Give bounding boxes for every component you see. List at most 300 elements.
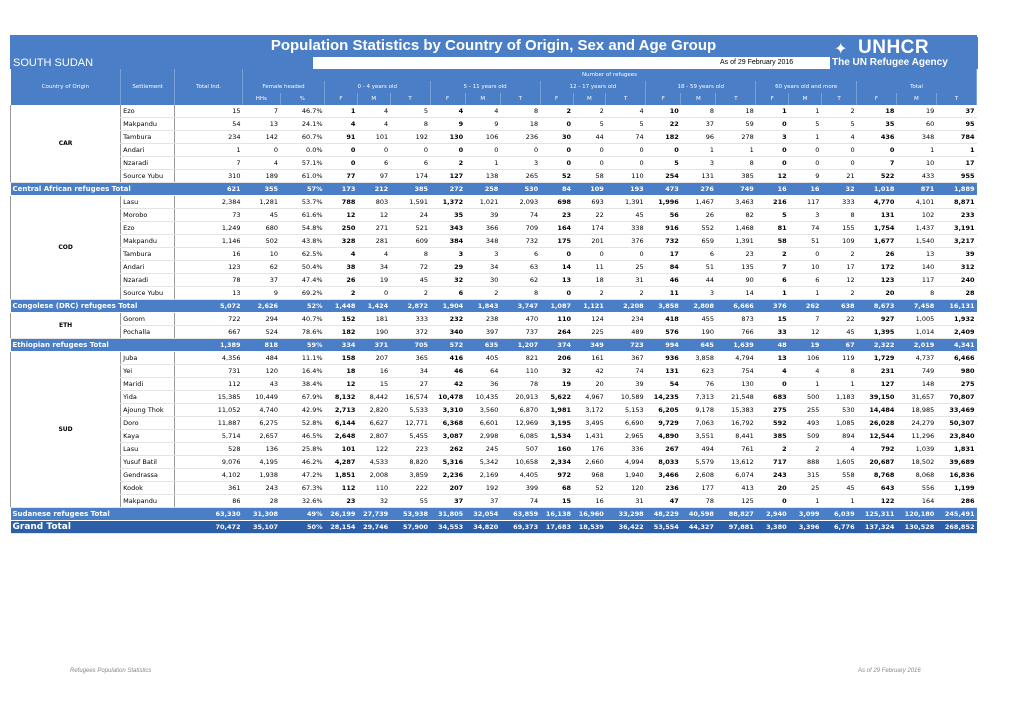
value-cell: 78 (681, 495, 716, 508)
value-cell: 0 (821, 144, 856, 157)
value-cell: 3,551 (681, 430, 716, 443)
value-cell: 25 (789, 482, 822, 495)
value-cell: 164 (896, 495, 936, 508)
value-cell: 3 (681, 157, 716, 170)
subtotal-value: 572 (430, 339, 465, 352)
value-cell: 17 (936, 157, 976, 170)
value-cell: 24 (390, 209, 430, 222)
value-cell: 0 (756, 495, 789, 508)
value-cell: 74 (606, 365, 646, 378)
grand-total-value: 35,107 (243, 521, 281, 534)
grand-total-value: 29,746 (357, 521, 390, 534)
value-cell: 13 (896, 248, 936, 261)
value-cell: 236 (500, 131, 540, 144)
value-cell: 3 (789, 209, 822, 222)
subtotal-value: 1,639 (716, 339, 756, 352)
value-cell: 8,871 (936, 196, 976, 209)
value-cell: 10 (789, 261, 822, 274)
value-cell: 405 (465, 352, 500, 365)
value-cell: 4 (821, 131, 856, 144)
value-cell: 888 (789, 456, 822, 469)
value-cell: 1 (789, 131, 822, 144)
value-cell: 15 (175, 105, 243, 118)
value-cell: 127 (430, 170, 465, 183)
value-cell: 4 (325, 248, 358, 261)
value-cell: 4 (325, 118, 358, 131)
value-cell: 231 (857, 365, 897, 378)
value-cell: 4,356 (175, 352, 243, 365)
value-cell: 6,144 (325, 417, 358, 430)
value-cell: 732 (500, 235, 540, 248)
value-cell: 281 (357, 235, 390, 248)
value-cell: 2 (756, 248, 789, 261)
header-age-0-4: 0 - 4 years old (325, 81, 430, 93)
value-cell: 732 (646, 235, 681, 248)
value-cell: 138 (465, 170, 500, 183)
value-cell: 5,579 (681, 456, 716, 469)
value-cell: 164 (540, 222, 573, 235)
subtotal-value: 173 (325, 183, 358, 196)
value-cell: 43 (243, 378, 281, 391)
grand-total-value: 17,683 (540, 521, 573, 534)
value-cell: 623 (681, 365, 716, 378)
value-cell: 2,093 (500, 196, 540, 209)
value-cell: 245 (465, 443, 500, 456)
value-cell: 53.7% (280, 196, 325, 209)
value-cell: 9,178 (681, 404, 716, 417)
value-cell: 22 (821, 313, 856, 326)
value-cell: 294 (243, 313, 281, 326)
value-cell: 40.7% (280, 313, 325, 326)
value-cell: 0 (357, 287, 390, 300)
value-cell: 3,087 (430, 430, 465, 443)
footer-left: Refugees Population Statistics (70, 668, 152, 674)
subtotal-value: 258 (465, 183, 500, 196)
value-cell: 1,183 (821, 391, 856, 404)
value-cell: 20 (756, 482, 789, 495)
value-cell: 399 (500, 482, 540, 495)
value-cell: 367 (606, 352, 646, 365)
value-cell: 11,887 (175, 417, 243, 430)
value-cell: 916 (646, 222, 681, 235)
value-cell: 4,287 (325, 456, 358, 469)
value-cell: 61.6% (280, 209, 325, 222)
value-cell: 62 (243, 261, 281, 274)
subtotal-value: 2,872 (390, 300, 430, 313)
value-cell: 0 (857, 144, 897, 157)
value-cell: 3,172 (573, 404, 606, 417)
subtotal-value: 262 (789, 300, 822, 313)
value-cell: 23,840 (936, 430, 976, 443)
subtotal-label: Congolese (DRC) refugees Total (11, 300, 175, 313)
value-cell: 8,768 (857, 469, 897, 482)
value-cell: 1,146 (175, 235, 243, 248)
value-cell: 5,622 (540, 391, 573, 404)
value-cell: 0 (606, 157, 646, 170)
value-cell: 2 (573, 105, 606, 118)
value-cell: 1 (175, 144, 243, 157)
value-cell: 3 (465, 248, 500, 261)
table-row (11, 287, 977, 300)
grand-total-value: 130,528 (896, 521, 936, 534)
value-cell: 4,994 (606, 456, 646, 469)
value-cell: 5 (573, 118, 606, 131)
value-cell: 7 (175, 157, 243, 170)
value-cell: 222 (390, 482, 430, 495)
value-cell: 3,495 (573, 417, 606, 430)
value-cell: 9 (789, 170, 822, 183)
value-cell: 2,169 (465, 469, 500, 482)
value-cell: 0 (821, 157, 856, 170)
settlement-cell: Doro (121, 417, 175, 430)
value-cell: 62.5% (280, 248, 325, 261)
value-cell: 0 (756, 118, 789, 131)
value-cell: 12 (789, 326, 822, 339)
settlement-cell: Source Yubu (121, 287, 175, 300)
value-cell: 9 (465, 118, 500, 131)
subtotal-value: 3,858 (646, 300, 681, 313)
value-cell: 155 (821, 222, 856, 235)
value-cell: 21 (821, 170, 856, 183)
value-cell: 8 (500, 105, 540, 118)
value-cell: 0 (540, 118, 573, 131)
value-cell: 97 (357, 170, 390, 183)
value-cell: 61.0% (280, 170, 325, 183)
value-cell: 3,560 (465, 404, 500, 417)
subtotal-value: 374 (540, 339, 573, 352)
value-cell: 78 (500, 378, 540, 391)
value-cell: 131 (646, 365, 681, 378)
value-cell: 1 (716, 144, 756, 157)
value-cell: 1,940 (606, 469, 646, 482)
subtotal-value: 48 (756, 339, 789, 352)
value-cell: 67.3% (280, 482, 325, 495)
value-cell: 2,660 (573, 456, 606, 469)
value-cell: 160 (540, 443, 573, 456)
settlement-cell: Juba (121, 352, 175, 365)
value-cell: 152 (325, 313, 358, 326)
value-cell: 243 (756, 469, 789, 482)
value-cell: 0 (357, 144, 390, 157)
value-cell: 18 (325, 365, 358, 378)
value-cell: 181 (357, 313, 390, 326)
subtotal-value: 57% (280, 183, 325, 196)
value-cell: 1,391 (716, 235, 756, 248)
value-cell: 19 (540, 378, 573, 391)
value-cell: 4,405 (500, 469, 540, 482)
value-cell: 264 (540, 326, 573, 339)
value-cell: 51 (789, 235, 822, 248)
unhcr-emblem-icon: ✦ (834, 41, 848, 58)
value-cell: 2 (821, 105, 856, 118)
value-cell: 4,737 (896, 352, 936, 365)
value-cell: 10 (243, 248, 281, 261)
value-cell: 4,533 (357, 456, 390, 469)
value-cell: 33 (756, 326, 789, 339)
value-cell: 101 (325, 443, 358, 456)
value-cell: 119 (821, 352, 856, 365)
subtotal-value: 16,960 (573, 508, 606, 521)
country-label: SOUTH SUDAN (10, 57, 313, 69)
value-cell: 81 (756, 222, 789, 235)
subtotal-value: 31,308 (243, 508, 281, 521)
subtotal-value: 272 (430, 183, 465, 196)
value-cell: 240 (936, 274, 976, 287)
value-cell: 45 (821, 326, 856, 339)
value-cell: 45 (243, 209, 281, 222)
value-cell: 44 (681, 274, 716, 287)
grand-total-value: 18,539 (573, 521, 606, 534)
value-cell: 11,052 (175, 404, 243, 417)
value-cell: 2,820 (357, 404, 390, 417)
subtotal-value: 334 (325, 339, 358, 352)
value-cell: 821 (500, 352, 540, 365)
value-cell: 10 (646, 105, 681, 118)
value-cell: 9,729 (646, 417, 681, 430)
value-cell: 15,385 (175, 391, 243, 404)
value-cell: 489 (606, 326, 646, 339)
value-cell: 190 (357, 326, 390, 339)
value-cell: 8 (500, 287, 540, 300)
subtotal-value: 1,889 (936, 183, 976, 196)
value-cell: 502 (243, 235, 281, 248)
grand-total-value: 69,373 (500, 521, 540, 534)
grand-total-value: 44,327 (681, 521, 716, 534)
subtotal-value: 26,199 (325, 508, 358, 521)
value-cell: 192 (390, 131, 430, 144)
value-cell: 26,028 (857, 417, 897, 430)
value-cell: 234 (606, 313, 646, 326)
value-cell: 16,574 (390, 391, 430, 404)
value-cell: 236 (646, 482, 681, 495)
value-cell: 182 (646, 131, 681, 144)
subtotal-value: 638 (821, 300, 856, 313)
value-cell: 336 (606, 443, 646, 456)
value-cell: 35 (857, 118, 897, 131)
value-cell: 271 (357, 222, 390, 235)
value-cell: 18 (500, 118, 540, 131)
value-cell: 8 (821, 365, 856, 378)
value-cell: 1,851 (325, 469, 358, 482)
value-cell: 140 (896, 261, 936, 274)
value-cell: 0 (756, 378, 789, 391)
subtotal-value: 1,448 (325, 300, 358, 313)
country-of-origin-cell: COD (11, 196, 121, 300)
value-cell: 4 (821, 443, 856, 456)
value-cell: 34 (390, 365, 430, 378)
value-cell: 509 (789, 430, 822, 443)
subtotal-value: 40,598 (681, 508, 716, 521)
value-cell: 2,713 (325, 404, 358, 417)
value-cell: 3,310 (430, 404, 465, 417)
value-cell: 0 (573, 157, 606, 170)
value-cell: 201 (573, 235, 606, 248)
value-cell: 683 (756, 391, 789, 404)
subtotal-value: 4,341 (936, 339, 976, 352)
value-cell: 1,021 (465, 196, 500, 209)
value-cell: 5 (821, 118, 856, 131)
value-cell: 12,969 (500, 417, 540, 430)
value-cell: 1,605 (821, 456, 856, 469)
value-cell: 110 (540, 313, 573, 326)
value-cell: 102 (896, 209, 936, 222)
header-sex: M (465, 93, 500, 105)
value-cell: 6 (681, 248, 716, 261)
subtotal-value: 645 (681, 339, 716, 352)
value-cell: 0 (756, 144, 789, 157)
value-cell: 76 (681, 378, 716, 391)
value-cell: 2 (540, 105, 573, 118)
value-cell: 275 (936, 378, 976, 391)
value-cell: 18 (716, 105, 756, 118)
value-cell: 484 (243, 352, 281, 365)
settlement-cell: Andari (121, 144, 175, 157)
value-cell: 54 (646, 378, 681, 391)
value-cell: 11.1% (280, 352, 325, 365)
subtotal-value: 994 (646, 339, 681, 352)
subtotal-value: 635 (465, 339, 500, 352)
value-cell: 86 (175, 495, 243, 508)
value-cell: 23 (540, 209, 573, 222)
value-cell: 42.9% (280, 404, 325, 417)
settlement-cell: Ezo (121, 105, 175, 118)
country-of-origin-cell: CAR (11, 105, 121, 183)
value-cell: 275 (756, 404, 789, 417)
grand-total-value: 28,154 (325, 521, 358, 534)
value-cell: 46 (430, 365, 465, 378)
value-cell: 4 (357, 105, 390, 118)
header-sex: F (540, 93, 573, 105)
value-cell: 4 (430, 105, 465, 118)
value-cell: 348 (896, 131, 936, 144)
value-cell: 39,150 (857, 391, 897, 404)
value-cell: 120 (243, 365, 281, 378)
value-cell: 13,612 (716, 456, 756, 469)
value-cell: 68 (540, 482, 573, 495)
value-cell: 31 (606, 274, 646, 287)
page-title: Population Statistics by Country of Origin, Sex and Age Group (10, 35, 977, 57)
table-row (11, 326, 977, 339)
value-cell: 37 (243, 274, 281, 287)
value-cell: 123 (857, 274, 897, 287)
value-cell: 0 (756, 157, 789, 170)
value-cell: 26 (325, 274, 358, 287)
subtotal-value: 723 (606, 339, 646, 352)
table-row (11, 170, 977, 183)
value-cell: 26 (857, 248, 897, 261)
value-cell: 1,039 (896, 443, 936, 456)
subtotal-value: 2,940 (756, 508, 789, 521)
value-cell: 1 (936, 144, 976, 157)
value-cell: 136 (243, 443, 281, 456)
value-cell: 7,063 (681, 417, 716, 430)
value-cell: 31,657 (896, 391, 936, 404)
value-cell: 8 (390, 248, 430, 261)
value-cell: 16,792 (716, 417, 756, 430)
value-cell: 2,648 (325, 430, 358, 443)
value-cell: 0 (390, 144, 430, 157)
value-cell: 20 (573, 378, 606, 391)
value-cell: 234 (175, 131, 243, 144)
value-cell: 8,820 (390, 456, 430, 469)
value-cell: 25 (606, 261, 646, 274)
value-cell: 109 (821, 235, 856, 248)
header-age-5-11: 5 - 11 years old (430, 81, 540, 93)
table-row (11, 196, 977, 209)
value-cell: 207 (357, 352, 390, 365)
value-cell: 13 (540, 274, 573, 287)
value-cell: 0 (606, 248, 646, 261)
value-cell: 11 (573, 261, 606, 274)
value-cell: 243 (243, 482, 281, 495)
value-cell: 1,249 (175, 222, 243, 235)
value-cell: 20 (857, 287, 897, 300)
value-cell: 23 (325, 495, 358, 508)
value-cell: 131 (857, 209, 897, 222)
table-row (11, 261, 977, 274)
value-cell: 761 (716, 443, 756, 456)
value-cell: 2,409 (936, 326, 976, 339)
value-cell: 127 (857, 378, 897, 391)
value-cell: 117 (896, 274, 936, 287)
value-cell: 9,076 (175, 456, 243, 469)
value-cell: 315 (789, 469, 822, 482)
value-cell: 34 (465, 261, 500, 274)
table-row (11, 157, 977, 170)
value-cell: 15,383 (716, 404, 756, 417)
value-cell: 1 (756, 287, 789, 300)
value-cell: 507 (500, 443, 540, 456)
header-number-of-refugees: Number of refugees (243, 69, 977, 81)
value-cell: 0 (789, 248, 822, 261)
value-cell: 493 (789, 417, 822, 430)
value-cell: 29 (430, 261, 465, 274)
value-cell: 0 (789, 144, 822, 157)
settlement-cell: Makpandu (121, 495, 175, 508)
value-cell: 693 (573, 196, 606, 209)
value-cell: 1,467 (681, 196, 716, 209)
subtotal-row (11, 300, 977, 313)
subtotal-value: 2,208 (606, 300, 646, 313)
value-cell: 5 (606, 118, 646, 131)
value-cell: 3 (756, 131, 789, 144)
subtotal-value: 818 (243, 339, 281, 352)
subtotal-value: 1,121 (573, 300, 606, 313)
value-cell: 42 (430, 378, 465, 391)
value-cell: 39 (936, 248, 976, 261)
value-cell: 0 (789, 157, 822, 170)
value-cell: 26 (681, 209, 716, 222)
value-cell: 1 (681, 144, 716, 157)
value-cell: 43.8% (280, 235, 325, 248)
value-cell: 50,307 (936, 417, 976, 430)
value-cell: 436 (857, 131, 897, 144)
value-cell: 680 (243, 222, 281, 235)
value-cell: 1 (789, 287, 822, 300)
value-cell: 803 (357, 196, 390, 209)
grand-total-value: 3,380 (756, 521, 789, 534)
value-cell: 10,658 (500, 456, 540, 469)
value-cell: 1,468 (716, 222, 756, 235)
value-cell: 792 (857, 443, 897, 456)
value-cell: 2 (390, 287, 430, 300)
value-cell: 122 (357, 443, 390, 456)
value-cell: 2 (821, 287, 856, 300)
value-cell: 2 (821, 248, 856, 261)
subtotal-value: 7,458 (896, 300, 936, 313)
value-cell: 6,085 (500, 430, 540, 443)
value-cell: 4,967 (573, 391, 606, 404)
